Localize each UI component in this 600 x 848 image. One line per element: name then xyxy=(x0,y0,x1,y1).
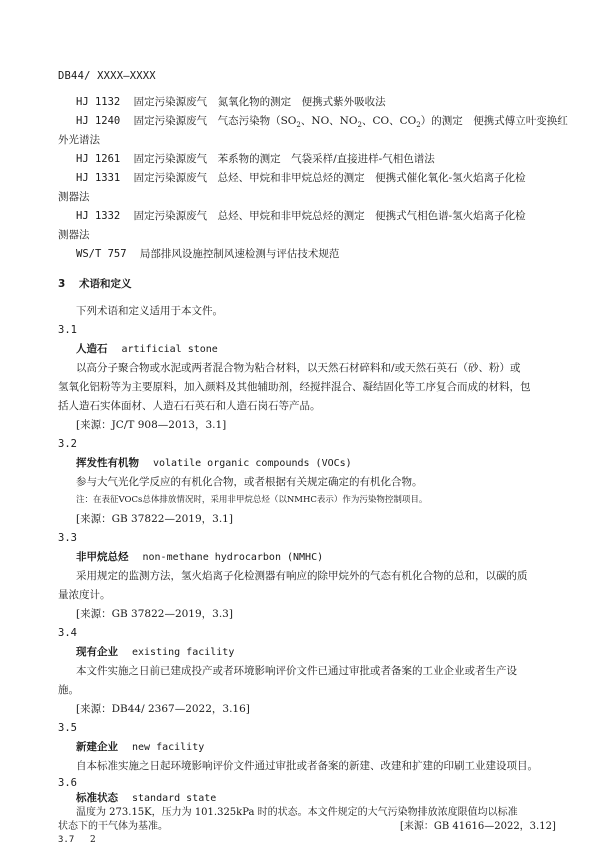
term-en: non-methane hydrocarbon (NMHC) xyxy=(142,552,324,563)
ref-title: 固定污染源废气 气态污染物（$SO_2$、NO、$NO_2$、CO、$CO_2$）的测定 便携式傅立叶变换红 xyxy=(133,115,568,130)
term-zh: 现有企业 xyxy=(76,646,118,658)
term-definition: 采用规定的监测方法，氢火焰离子化检测器有响应的除甲烷外的气态有机化合物的总和，以碳的质 xyxy=(76,570,528,582)
section-number: 3 xyxy=(58,278,66,290)
term-en: new facility xyxy=(132,742,205,753)
term-heading xyxy=(76,643,234,662)
term-source: [来源：GB 37822—2019，3.1] xyxy=(76,513,233,525)
ref-hj1261 xyxy=(76,150,435,169)
term-number: 3.2 xyxy=(58,438,77,450)
term-definition: 参与大气光化学反应的有机化合物，或者根据有关规定确定的有机化合物。 xyxy=(76,476,423,488)
term-source: [来源：DB44/ 2367—2022，3.16] xyxy=(76,703,250,715)
term-number: 3.1 xyxy=(58,324,77,336)
term-zh: 挥发性有机物 xyxy=(76,457,139,469)
ref-title-continued: 测器法 xyxy=(58,229,90,241)
term-en: existing facility xyxy=(132,647,235,658)
term-number: 3.3 xyxy=(58,532,77,544)
term-definition: 状态下的干气体为基准。 xyxy=(58,821,168,832)
term-en: standard state xyxy=(132,793,217,804)
term-definition: 施。 xyxy=(58,684,79,696)
section-heading xyxy=(58,275,131,294)
ref-title: 固定污染源废气 总烃、甲烷和非甲烷总烃的测定 便携式气相色谱-氢火焰离子化检 xyxy=(133,210,526,222)
term-heading xyxy=(76,738,204,757)
term-definition: 量浓度计。 xyxy=(58,589,111,601)
term-definition: 自本标准实施之日起环境影响评价文件通过审批或者备案的新建、改建和扩建的印刷工业建设项目。 xyxy=(76,760,538,772)
ref-wst757 xyxy=(76,245,339,264)
ref-code: HJ 1261 xyxy=(76,153,121,165)
term-source: [来源：GB 41616—2022，3.12] xyxy=(400,821,556,832)
ref-title: 固定污染源废气 苯系物的测定 气袋采样/直接进样-气相色谱法 xyxy=(133,153,435,165)
term-definition: 本文件实施之日前已建成投产或者环境影响评价文件已通过审批或者备案的工业企业或者生产设 xyxy=(76,665,517,677)
section-intro: 下列术语和定义适用于本文件。 xyxy=(76,305,223,317)
ref-title-continued: 测器法 xyxy=(58,191,90,203)
ref-code: HJ 1331 xyxy=(76,172,121,184)
term-zh: 非甲烷总烃 xyxy=(76,551,129,563)
term-definition: 氢氧化铝粉等为主要原料，加入颜料及其他辅助剂，经搅拌混合、凝结固化等工序复合而成的材料，包 xyxy=(58,381,531,393)
term-zh: 人造石 xyxy=(76,343,108,355)
term-number: 3.7 xyxy=(58,835,75,845)
document-id-header: DB44/ XXXX—XXXX xyxy=(58,70,156,82)
term-en: volatile organic compounds (VOCs) xyxy=(153,458,352,469)
term-zh: 新建企业 xyxy=(76,741,118,753)
term-source: [来源：JC/T 908—2013，3.1] xyxy=(76,419,227,431)
term-number: 3.5 xyxy=(58,722,77,734)
term-source: [来源：GB 37822—2019，3.3] xyxy=(76,608,233,620)
ref-hj1331 xyxy=(76,169,526,188)
ref-code: HJ 1132 xyxy=(76,96,121,108)
term-en: artificial stone xyxy=(121,344,218,355)
page-number: 2 xyxy=(90,835,96,845)
term-definition: 括人造石实体面材、人造石石英石和人造石岗石等产品。 xyxy=(58,400,321,412)
term-number: 3.6 xyxy=(58,777,77,789)
ref-code: WS/T 757 xyxy=(76,248,127,260)
term-heading xyxy=(76,340,218,359)
term-definition: 温度为 273.15K，压力为 101.325kPa 时的状态。本文件规定的大气污染物排放浓度限值均以标准 xyxy=(76,807,518,818)
ref-title: 局部排风设施控制风速检测与评估技术规范 xyxy=(139,248,340,260)
ref-title: 固定污染源废气 氮氧化物的测定 便携式紫外吸收法 xyxy=(133,96,386,108)
term-note: 注：在表征VOCs总体排放情况时，采用非甲烷总烃（以NMHC表示）作为污染物控制项目。 xyxy=(76,495,428,505)
term-number: 3.4 xyxy=(58,627,77,639)
term-heading xyxy=(76,454,352,473)
term-zh: 标准状态 xyxy=(76,792,118,804)
ref-code: HJ 1332 xyxy=(76,210,121,222)
term-heading xyxy=(76,791,216,806)
term-definition: 以高分子聚合物或水泥或两者混合物为粘合材料，以天然石材碎料和/或天然石英石（砂、粉）或 xyxy=(76,362,521,374)
ref-title-continued: 外光谱法 xyxy=(58,134,100,146)
ref-title: 固定污染源废气 总烃、甲烷和非甲烷总烃的测定 便携式催化氧化-氢火焰离子化检 xyxy=(133,172,526,184)
section-title: 术语和定义 xyxy=(78,278,132,290)
ref-hj1332 xyxy=(76,207,526,226)
ref-hj1240 xyxy=(76,112,568,135)
ref-code: HJ 1240 xyxy=(76,115,121,127)
term-heading xyxy=(76,548,323,567)
ref-hj1132 xyxy=(76,93,386,112)
